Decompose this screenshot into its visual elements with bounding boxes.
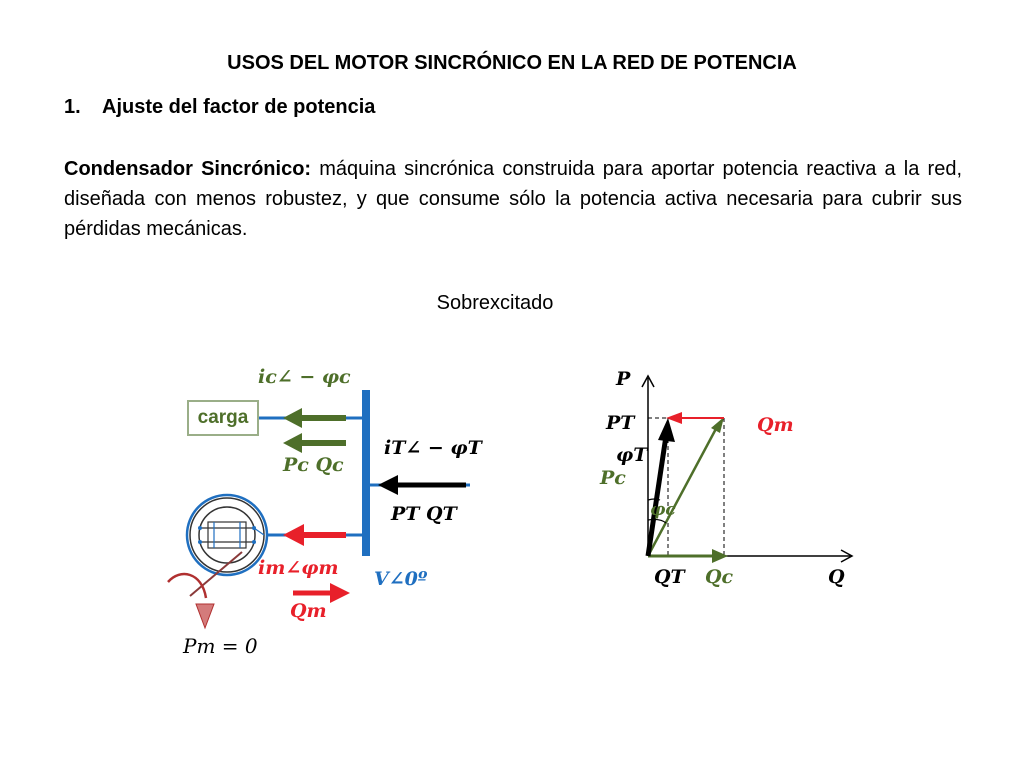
qt-phasor-label: QT [654, 566, 685, 588]
definition-text: máquina sincrónica construida para aportar potencia reactiva a la red, diseñada con menos robustez, y que consume sólo la potencia activa necesaria para cubrir sus pérdidas mecánicas. [64, 158, 962, 240]
phi-c-label: φc [650, 500, 676, 520]
phasor-axes [642, 376, 852, 562]
voltage-label: V∠0º [374, 568, 428, 590]
st-phasor-head [658, 418, 675, 442]
pc-phasor-label: Pc [600, 467, 626, 489]
it-label: iT∠ − φT [384, 437, 482, 459]
q-axis-label: Q [828, 566, 845, 588]
sc-phasor-head [711, 417, 724, 433]
qm-phasor-label: Qm [757, 414, 794, 436]
pt-qt-label: PT QT [391, 503, 457, 525]
definition-term: Condensador Sincrónico: [64, 158, 312, 180]
im-arrow [283, 524, 346, 546]
mechanical-power-label: Pm = 0 [183, 634, 258, 658]
p-axis-label: P [616, 368, 631, 390]
section-number: 1. [64, 96, 81, 118]
qm-circuit-label: Qm [290, 600, 327, 622]
page-title: USOS DEL MOTOR SINCRÓNICO EN LA RED DE POTENCIA [227, 52, 797, 74]
pc-qc-label: Pᴄ Qᴄ [283, 454, 344, 476]
ic-arrow [283, 408, 346, 428]
bus-bar [362, 390, 370, 556]
pt-phasor-label: PT [606, 412, 635, 434]
diagram-subtitle: Sobrexcitado [436, 292, 554, 314]
pt-qt-arrow [378, 475, 466, 495]
im-label: im∠φm [258, 557, 339, 579]
qc-phasor-label: Qc [705, 566, 734, 588]
pc-qc-arrow [283, 433, 346, 453]
load-box: carga [187, 400, 259, 436]
ic-label: iᴄ∠ − φᴄ [258, 366, 351, 388]
phi-t-label: φT [616, 444, 648, 466]
qc-phasor-head [712, 549, 728, 563]
section-label: Ajuste del factor de potencia [102, 96, 376, 118]
